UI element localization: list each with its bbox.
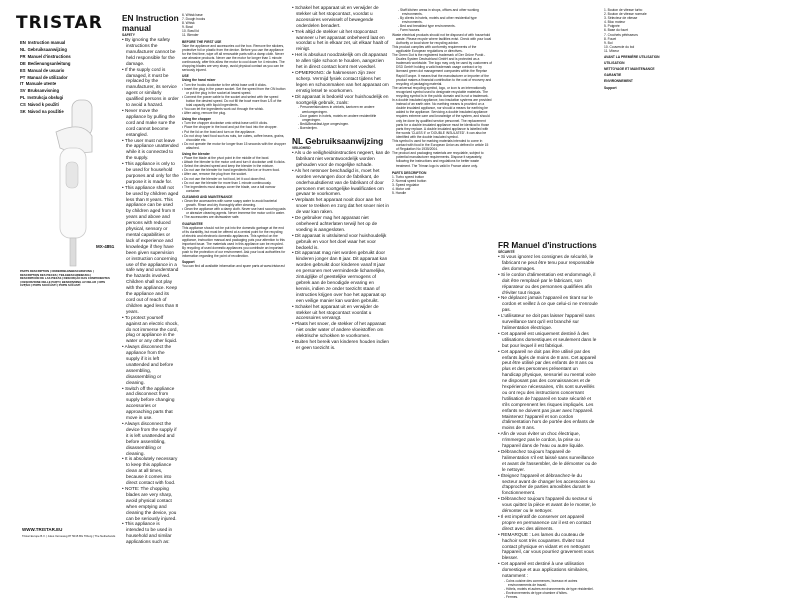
safety-item: • To protect yourself against an electric shock, do not immerse the cord, plug or appliance in the water or any other liquid. [122,314,179,344]
part-item: 10. Bowl lid [182,29,199,34]
use-item: - By clients in hotels, motels and other residential type environments. [398,16,477,25]
instruction-item: • Place the chopper in the bowl and put the food into the chopper. [182,125,278,130]
note-item: Waste electrical products should not be disposed of with household waste. Please recycle where facilities exist. Check with your local Authority or local store for recycling advice. [392,32,492,45]
cover-column [0,0,117,575]
fr-cleaning-heading: NETTOYAGE ET MAINTENANCE [604,67,655,72]
part-item: 5. Handle [392,191,407,196]
safety-item: • Si le cordon d'alimentation est endommagé, il doit être remplacé par le fabricant, son réparateur ou des personnes qualifiées afin d'éviter tout risque. [498,271,596,295]
safety-item: • It is absolutely necessary to keep this appliance clean at all times, because it comes into direct contact with food. [122,456,178,486]
language-item: NL Gebruiksaanwijzing [20,46,67,52]
nl-column [292,5,390,565]
language-item: IT Manuale utente [20,81,57,87]
safety-item: • Dit apparaat is bedoeld voor huishoudelijk en soortgelijk gebruik, zoals: [292,93,389,105]
safety-item: • Schakel het apparaat uit en verwijder de stekker uit het stopcontact, voordat u accessoires verwisselt of bewegende onderdelen benadert. [292,5,379,28]
language-item: DE Bedienungsanleitung [20,60,71,66]
use-item: - Environnements de type chambre d'hôtes. [504,591,568,596]
instruction-item: • Do not operate the motor for longer than 15 seconds with the chopper attached. [182,141,286,150]
part-item: 10. Couvercle du bol [604,44,635,49]
safety-item: • Trek altijd de stekker uit het stopcontact wanneer u het apparaat onbeheerd laat en voordat u het in elkaar zet, uit elkaar haalt of reinigt. [292,28,389,52]
safety-item: • Als u de veiligheidsinstructies negeert, kan de fabrikant niet verantwoordelijk worden gehouden voor de mogelijke schade. [292,150,390,167]
safety-item: • This appliance shall not be used by children aged less than 8 years. This appliance can be used by children aged from 8 years and above and persons with reduced physical, sensory or mental capabilities or lack of experience and knowledge if they have been given supervision or instruction concerning use of the appliance in a safe way and understand the hazards involved. Children shall not play with the appliance. Keep the appliance and its cord out of reach of children aged less than 8 years. [122,184,179,314]
safety-item: • REMARQUE : Les lames du couteau de hachoir sont très coupantes. Évitez tout contact physique en vidant et en nettoyant l'appareil, car vous pourriez gravement vous blesser. [498,531,594,561]
part-item: 8. Whisk [182,21,195,26]
website: WWW.TRISTAR.EU [22,527,63,532]
safety-item: • Schakel het apparaat uit en verwijder de stekker uit het stopcontact voordat u accessoires vervangt. [292,303,379,321]
instruction-item: • Attach the blender to the motor unit and turn it clockwise until it clicks. [182,160,286,165]
instruction-item: • Put the lid on the bowl and turn on the appliance. [182,129,256,134]
en-cleaning-list [182,199,286,219]
en-hand-heading: Using the hand mixer [182,78,216,83]
safety-item: • Cet appareil est destiné à une utilisation domestique et aux applications similaires, notamment : [498,561,589,579]
en-safety-heading: SAFETY [122,33,136,37]
part-item: 3. Speed regulator [392,182,420,187]
en-blender-heading: Using the blender [182,152,210,156]
instruction-item: • Connect the power cable to the socket and select with the speed button the desired speed. Do not fill the bowl more than 1/3 of the total capacity with liquid ingredients. [182,94,282,107]
model-number: MX-4851 [96,244,115,249]
en-parts-list [392,175,492,195]
en-use-column [182,13,286,558]
safety-item: • Débranchez toujours l'appareil de l'alimentation s'il est laissé sans surveillance et avant de l'assembler, de le démonter ou de le nettoyer. [498,449,597,472]
safety-item: • Débranchez toujours l'appareil du secteur si vous quittez la pièce et avant de le monter, le démonter ou le nettoyer. [498,496,596,514]
en-before-heading: BEFORE THE FIRST USE [182,39,222,44]
language-item: FR Manuel d'instructions [20,53,71,59]
safety-item: • Always disconnect the appliance from the supply if it is left unattended and before assembling, disassembling or cleaning. [122,344,174,385]
safety-item: • The user must not leave the appliance unattended while it is connected to the supply. [122,137,179,161]
use-item: - Hôtels, motels et autres environnements de type résidentiel. [504,587,594,592]
safety-item: • Verplaats het apparaat nooit door aan het snoer te trekken en zorg dat het snoer niet in de war kan raken. [292,197,390,215]
instruction-item: • After use, remove the plug from the socket. [182,172,247,177]
en-hand-list [182,83,286,116]
safety-item: • Dit apparaat mag niet worden gebruikt door kinderen jonger dan 8 jaar. Dit apparaat kan worden gebruikt door kinderen vanaf 8 jaar en personen met verminderde lichamelijke, zintuiglijke of geestelijke vermogens of gebrek aan de benodigde ervaring en kennis, indien ze onder toezicht staan of instructies krijgen over hoe het apparaat op een veilige manier kan worden gebruikt. [292,250,388,303]
instruction-item: • Do not use the blender for more than 1 minute continuously. [182,180,272,185]
instruction-item: • Do not use the blender on hot food, let it cool down first. [182,176,266,181]
fr-environment-heading: ENVIRONNEMENT [604,79,633,84]
use-item: - Personeelskeukens in winkels, kantoren en andere werkomgevingen. [298,105,375,114]
safety-item: • Éteignez l'appareil et débranchez-le du secteur avant de changer les accessoires ou d'approcher de parties amovibles durant le fonctionnement. [498,472,595,496]
nl-uses-list [292,105,390,130]
instruction-item: • Select the desired speed and keep the blender in the mixture. [182,164,274,169]
fr-safety-column [498,8,598,599]
safety-item: • NOTE: The chopping blades are very sharp, avoid physical contact when emptying and cleaning the device, you can be seriously injured. [122,485,177,521]
en-notes-column [392,8,492,568]
safety-item: • Never move the appliance by pulling the cord and make sure the cord cannot become entangled. [122,107,176,137]
en-before-text: Take the appliance and accessories out the box. Remove the stickers, protective foil or plastic from the device. Before you use the appliance for the first time, wipe off all removable parts with a damp cloth. Never use abrasive products. Never use the motor for longer than 1 minute continuously, after this allow the motor to cool down for 4 minutes. The chopping blades are very sharp, avoid physical contact as you can be seriously injured. [182,43,285,73]
nl-safety-list [292,150,390,351]
use-item: - Bed&Breakfast-type omgevingen. [298,121,350,126]
language-item: ES Manual de usuario [20,67,65,73]
nl-title: NL Gebruiksaanwijzing [292,135,384,146]
part-item: 2. Bouton de vitesse normale [604,12,647,17]
use-item: - Bed and breakfast type environments. [398,24,456,29]
en-safety-list [122,37,179,545]
en-support-text: You can find all available information and spare parts at www.tristar.eu! [182,264,286,269]
nl-safety-continued [292,5,390,105]
use-item: - Boerderijen. [298,125,318,130]
fr-safety-heading: SÉCURITÉ [498,250,515,254]
instruction-item: • Turn the chopper clockwise onto whisk base until it clicks. [182,121,268,126]
part-item: 11. Mixeur [604,48,620,53]
safety-item: • Cet appareil ne doit pas être utilisé par des enfants âgés de moins de 8 ans. Cet appareil peut être utilisé par des enfants de 8 ans ou plus et des personnes présentant un handicap physique, sensoriel ou mental voire ne disposant pas des connaissances et de l'expérience nécessaires, s'ils sont surveillés ou ont reçu des instructions concernant l'utilisation de l'appareil en toute sécurité et s'ils comprennent les risques impliqués. Les enfants ne doivent pas jouer avec l'appareil. Maintenez l'appareil et son cordon d'alimentation hors de portée des enfants de moins de 8 ans. [498,348,597,431]
note-item: This symbol is used for marking materials intended to come in contact with food in the European Union as defined in article 15 of Regulation No 1935/2004. [392,139,489,152]
use-item: - Staff kitchen areas in shops, offices and other working environments. [398,8,479,17]
safety-item: • Dit apparaat is uitsluitend voor huishoudelijk gebruik en voor het doel waar het voor bedoeld is. [292,232,387,250]
fr-parts-list [604,8,800,53]
instruction-item: • Turn the hooks clockwise to the whisk base until it clicks. [182,82,267,87]
use-item: - Fermes. [504,595,519,599]
part-item: 4. Bloc moteur [604,20,626,25]
instruction-item: • The ingredients must always cover the blade, use a tall narrow container. [182,184,276,193]
part-item: 6. Whisk base [182,13,203,17]
safety-item: • Ne déplacez jamais l'appareil en tirant sur le cordon et veillez à ce que celui-ci ne s'enroule pas. [498,295,598,313]
brand-logo: TRISTAR [16,13,103,33]
safety-item: • Buiten het bereik van kinderen houden indien er geen toezicht is. [292,339,390,350]
part-item: 3. Sélecteur de vitesse [604,16,638,21]
instruction-item: • Do not use the blender for hard ingredients like ice or frozen food. [182,168,280,173]
part-item: 7. Dough hooks [182,17,206,22]
safety-item: • Plaats het snoer, de stekker of het apparaat niet onder water of andere vloeistoffen om elektrische schokken te voorkomen. [292,321,386,339]
safety-item: • OPMERKING: de hakmessen zijn zeer scherp. Vermijd fysiek contact tijdens het legen en schoonmaken van het apparaat om ernstig letsel te voorkomen. [292,69,389,93]
instruction-item: • You can let the ingredients work out through the whisk. [182,107,264,112]
use-item: - Coins cuisine des commerces, bureaux et autres environnements de travail. [504,578,578,588]
safety-item: • Als het netsnoer beschadigd is, moet het worden vervangen door de fabrikant, de onderhoudsdienst van de fabrikant of door personen met soortgelijke kwalificaties om gevaar te voorkomen. [292,167,384,197]
en-blender-list [182,156,286,193]
use-item: - Farm houses. [398,28,421,33]
safety-item: • De gebruiker mag het apparaat niet onbeheerd achterlaten terwijl het op de voeding is aangesloten. [292,215,378,232]
instruction-item: • Clean the accessories with some soapy water to avoid bacterial growth. Rinse and dry thoroughly after cleaning. [182,199,277,208]
part-item: 6. Base du fouet [604,28,629,33]
language-item: PL Instrukcja obsługi [20,95,64,101]
part-item: 11. Blender [182,33,199,38]
instruction-item: • Clean the appliance with a damp cloth. Never use hard scouring pads or abrasive cleaning agents. Never immerse the motor unit in water. [182,207,286,216]
use-item: - Door gasten in hotels, motels en andere residentiële omgevingen. [298,113,377,122]
en-guarantee-heading: GUARANTEE [182,221,203,226]
en-notes-list [392,33,492,168]
note-item: The Green Dot is the registered trademark of Der Grüne Punkt - Duales System Deutschland GmbH and is protected as a trademark worldwide. The logo may only be used by customers of DSD GmbH holding a valid trademark usage contract or by licensed green dot management companies within the Reprise Rapid Europe. It means that the manufacturer or importer of the product makes a financial contribution to the cost of recovery and recycling of packaging material. [392,53,492,86]
en-parts-list-continued [182,13,286,38]
fr-safety-list [498,254,598,579]
language-item: CS Návod k použití [20,102,59,108]
safety-item: • Cet appareil est uniquement destiné à des utilisations domestiques et seulement dans le but pour lequel il est fabriqué. [498,330,597,348]
safety-item: • Si vous ignorez les consignes de sécurité, le fabricant ne peut être tenu pour responsable des dommages. [498,254,595,271]
instruction-item: • The accessories are dishwasher safe. [182,215,240,220]
language-item: EN Instruction manual [20,40,66,45]
address: Tristar Europe B.V. | Jules Verneweg 87 5015 BG Tilburg | The Netherlands [22,534,116,538]
note-item: This product complies with conformity requirements of the applicable European regulations or directives. [392,44,477,53]
safety-item: • This appliance is only to be used for household purposes and only for the purpose it is made for. [122,161,179,184]
en-chopper-list [182,121,286,150]
parts-description-heading: PARTS DESCRIPTION | ONDERDELENBESCHRIJVING | DESCRIPTION DES PIECES | TEILEBESCHREIBUNG | DESCRIPCIÓN DE LAS PIEZAS | DESCRIÇÃO DAS COMPONENTES | DESCRIZIONE DELLE PARTI | BESKRIVNING AV DELAR | OPIS CZĘŚCI | POPIS SOUČÁSTÍ | POPIS SÚČASTÍ [20,269,110,288]
fr-support-heading: Support [604,85,617,90]
fr-uses-list [498,579,598,599]
instruction-item: • Do not chop hard food such as nuts, ice cubes, coffee beans, grains, chocolate etc. [182,133,285,142]
part-item: 9. Bowl [182,25,193,30]
nl-safety-heading: VEILIGHEID [292,145,311,150]
safety-item: • This appliance is intended to be used in household and similar applications such as: [122,521,173,545]
safety-item: • L'utilisateur ne doit pas laisser l'appareil sans surveillance tant qu'il est branché sur l'alimentation électrique. [498,313,595,330]
note-item: The product and packaging materials are recyclable, subject to potential manufacturer requirements. Dispose it separately, following the instructions and regulations for better waste treatment. The Triman logo is valid in France alone only. [392,151,484,168]
safety-item: • Switch off the appliance and disconnect from supply before changing accessories or approaching parts that move in use. [122,385,175,421]
instruction-item: • Place the blade at the pivot point in the middle of the bowl. [182,156,270,161]
part-item: 8. Fouet [604,36,617,41]
en-support-heading: Support [182,260,195,265]
safety-item: • If the supply cord is damaged, it must be replaced by the manufacturer, its service agent or similarly qualified persons in order to avoid a hazard. [122,66,179,108]
safety-item: • Het is absoluut noodzakelijk om dit apparaat te allen tijde schoon te houden, aangezien het in direct contact komt met voedsel. [292,52,387,70]
instruction-item: • Insert the plug in the power socket. Set the speed from the ON button or put the plug in the socket at lowest speed. [182,86,286,95]
part-item: 2. Normal speed button [392,178,427,183]
fr-column [604,8,800,568]
safety-item: • By ignoring the safety instructions the manufacturer cannot be held responsible for the damage. [122,37,176,66]
language-item: SK Návod na použitie [20,109,64,115]
language-item: PT Manual de utilizador [20,74,68,80]
part-item: 1. Bouton de vitesse turbo [604,8,643,12]
fr-before-heading: AVANT LA PREMIÈRE UTILISATION [604,55,660,60]
en-safety-column [122,13,179,545]
part-item: 9. Bol [604,40,613,45]
en-title: EN Instruction manual [122,13,179,33]
en-chopper-heading: Using the chopper [182,117,211,122]
en-guarantee-text: This appliance should not be put into the domestic garbage at the end of its durability, but must be offered at a central point for the recycling of electric and electronic domestic appliances. This symbol on the appliance, instruction manual and packaging puts your attention to this important issue. The materials used in this appliance can be recycled. By recycling of used domestic appliances you contribute an important push to the protection of our environment. Ask your local authorities for information regarding the point of recollection. [182,225,286,259]
part-item: 4. Motor unit [392,187,411,192]
en-use-heading: USE [182,74,189,79]
note-item: In a double insulated appliance, two insulation systems are provided instead of an earth wire. No earthing means is provided on a double insulated appliance, nor should a means for earthing be added to the appliance. Servicing a double insulated appliance requires extreme care and knowledge of the system, and should only be done by qualified service personnel. The replacement parts for a double insulated appliance must be identical to those parts they replace. A double insulated appliance is labelled with the words 'CLASS II' or 'DOUBLE INSULATED'. It can also be identified with the double insulated symbol. [392,98,492,139]
safety-item: • Always disconnect the device from the supply if it is left unattended and before assembling, disassembling or cleaning. [122,421,177,456]
note-item: The universal recycling symbol, logo, or icon is an internationally recognized symbol used to designate recyclable materials. The recycling symbol is in the public domain and is not a trademark. [392,85,489,98]
hand-mixer-product-image [26,92,96,272]
safety-item: • Afin de vous éviter un choc électrique, n'immergez pas le cordon, la prise ou l'appareil dans de l'eau ou autre liquide. [498,431,585,449]
language-item: SV Bruksanvisning [20,88,60,94]
safety-item: • Il est impératif de conserver cet appareil propre en permanence car il est en contact direct avec des aliments. [498,513,592,531]
part-item: 5. Poignée [604,24,620,29]
fr-use-heading: UTILISATION [604,61,625,66]
instruction-item: • After using, remove the plug. [182,111,227,116]
part-item: 1. Turbo speed button [392,174,425,179]
fr-title: FR Manuel d'instructions [498,240,597,250]
part-item: 7. Crochets pétrisseurs [604,32,638,37]
en-cleaning-heading: CLEANING AND MAINTENANCE [182,194,233,199]
en-parts-heading: PARTS DESCRIPTION [392,170,427,175]
fr-guarantee-heading: GARANTIE [604,73,622,78]
en-uses-list [392,8,492,33]
